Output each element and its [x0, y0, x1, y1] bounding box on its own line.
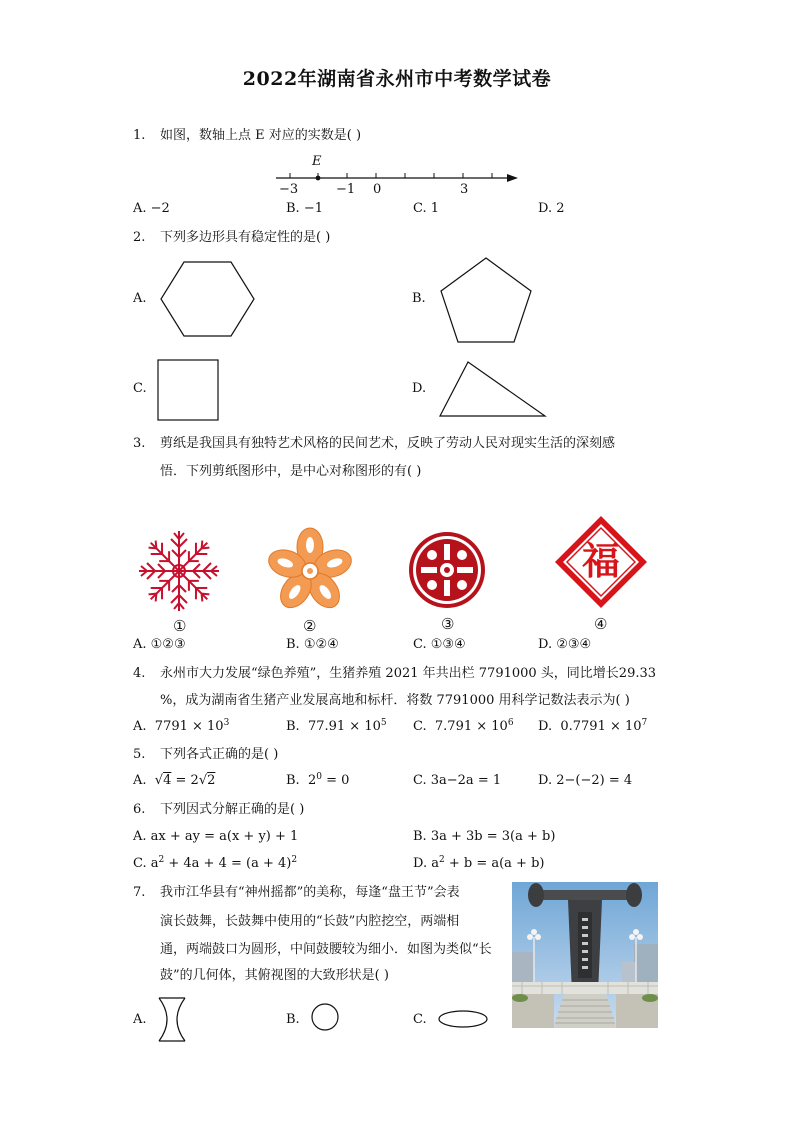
q3-number: 3. [133, 436, 146, 451]
q2-label-b: B. [412, 291, 426, 306]
q6-option-a: A. ax + ay = a(x + y) + 1 [133, 829, 299, 844]
option-text: = 0 [321, 773, 350, 788]
q5-option-d: D. 2−(−2) = 4 [538, 773, 633, 788]
point-e-label: E [312, 154, 322, 169]
option-letter: A. [133, 719, 147, 734]
q7-stem-line1: 我市江华县有“神州摇都”的美称，每逢“盘王节”会表 [160, 885, 460, 900]
q3-option-a: A. ①②③ [133, 637, 186, 652]
option-exponent: 2 [291, 855, 298, 865]
q2-label-c: C. [133, 381, 147, 396]
q2-stem: 下列多边形具有稳定性的是( ) [160, 230, 331, 245]
q1-option-a: A. −2 [133, 201, 170, 216]
option-letter: A. [133, 773, 147, 788]
circle-shape [312, 1004, 338, 1030]
q1-option-c: C. 1 [413, 201, 440, 216]
option-base: 77.91 × 10 [307, 719, 381, 734]
q7-stem-line3: 通，两端鼓口为圆形，中间鼓腰较为细小．如图为类似“长 [160, 942, 492, 957]
pic-label-3: ③ [441, 615, 455, 633]
option-exponent: 3 [223, 718, 230, 728]
radicand: 2 [207, 773, 216, 788]
option-exponent: 2 [438, 855, 445, 865]
q7-label-b: B. [286, 1012, 300, 1027]
tick-label: −1 [336, 182, 356, 197]
q3-option-d: D. ②③④ [538, 637, 592, 652]
option-base: 0.7791 × 10 [560, 719, 642, 734]
q4-number: 4. [133, 666, 146, 681]
q2-label-d: D. [412, 381, 427, 396]
option-base: 7791 × 10 [154, 719, 224, 734]
option-text: + b = a(a + b) [444, 856, 545, 871]
q1-option-b: B. −1 [286, 201, 323, 216]
q2-number: 2. [133, 230, 146, 245]
concave-sides-shape [159, 998, 185, 1041]
option-exponent: 7 [641, 718, 648, 728]
option-base: 2 [307, 773, 317, 788]
q7-stem-line2: 演长鼓舞，长鼓舞中使用的“长鼓”内腔挖空，两端相 [160, 914, 460, 929]
q5-option-c: C. 3a−2a = 1 [413, 773, 502, 788]
q3-stem-line1: 剪纸是我国具有独特艺术风格的民间艺术，反映了劳动人民对现实生活的深刻感 [160, 436, 616, 451]
option-text: D. a [413, 856, 439, 871]
pic-label-4: ④ [594, 615, 608, 633]
q6-option-b: B. 3a + 3b = 3(a + b) [413, 829, 556, 844]
pic-label-1: ① [173, 617, 187, 635]
sqrt-symbol: √ [154, 773, 164, 788]
option-exponent: 5 [380, 718, 387, 728]
option-letter: D. [538, 719, 553, 734]
option-letter: B. [286, 773, 300, 788]
fu-character: 福 [581, 538, 620, 583]
q1-number: 1. [133, 128, 146, 143]
option-text: C. a [133, 856, 159, 871]
q6-number: 6. [133, 802, 146, 817]
option-text: + 4a + 4 = (a + 4) [164, 856, 292, 871]
pic-label-2: ② [303, 617, 317, 635]
option-exponent: 2 [158, 855, 165, 865]
q5-number: 5. [133, 747, 146, 762]
q4-stem-line2: %，成为湖南省生猪产业发展高地和标杆．将数 7791000 用科学记数法表示为( ) [160, 693, 630, 708]
q3-stem-line2: 悟．下列剪纸图形中，是中心对称图形的有( ) [160, 464, 422, 479]
q3-option-b: B. ①②④ [286, 637, 339, 652]
radicand: 4 [163, 773, 172, 788]
sqrt-symbol: √ [198, 773, 208, 788]
tick-label: −3 [279, 182, 299, 197]
q7-label-a: A. [133, 1012, 147, 1027]
q1-stem: 如图，数轴上点 E 对应的实数是( ) [160, 128, 362, 143]
option-letter: B. [286, 719, 300, 734]
q2-label-a: A. [133, 291, 147, 306]
tick-label: 0 [373, 182, 382, 197]
q4-stem-line1: 永州市大力发展“绿色养殖”，生猪养殖 2021 年共出栏 7791000 头，同比增长29.33 [160, 666, 657, 681]
q3-option-c: C. ①③④ [413, 637, 466, 652]
q5-stem: 下列各式正确的是( ) [160, 747, 279, 762]
option-letter: C. [413, 719, 427, 734]
q1-option-d: D. 2 [538, 201, 565, 216]
q7-label-c: C. [413, 1012, 427, 1027]
page-title: 2022年湖南省永州市中考数学试卷 [242, 68, 552, 90]
tick-label: 3 [460, 182, 469, 197]
q7-stem-line4: 鼓”的几何体，其俯视图的大致形状是( ) [160, 968, 389, 983]
q6-stem: 下列因式分解正确的是( ) [160, 802, 305, 817]
q7-number: 7. [133, 885, 146, 900]
ellipse-shape [439, 1011, 487, 1027]
option-exponent: 0 [316, 772, 322, 782]
option-text: = 2 [171, 773, 199, 788]
option-exponent: 6 [507, 718, 514, 728]
option-base: 7.791 × 10 [434, 719, 508, 734]
